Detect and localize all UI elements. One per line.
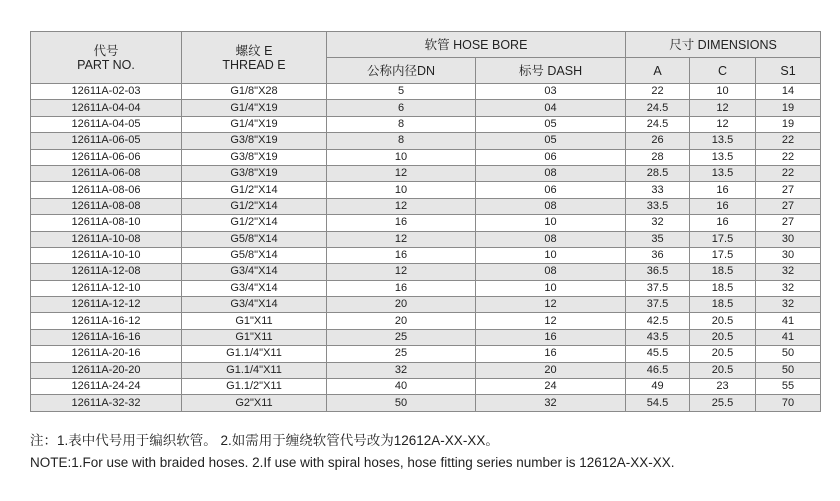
cell-s1: 30 xyxy=(756,247,821,263)
cell-s1: 22 xyxy=(756,149,821,165)
table-row xyxy=(31,182,821,198)
dimensions-table xyxy=(30,31,821,412)
cell-s1: 19 xyxy=(756,116,821,132)
cell-part-no: 12611A-06-05 xyxy=(31,133,182,149)
cell-thread: G1"X11 xyxy=(182,329,327,345)
cell-dash: 20 xyxy=(476,362,626,378)
cell-dn: 10 xyxy=(327,149,476,165)
cell-part-no: 12611A-20-20 xyxy=(31,362,182,378)
cell-a: 24.5 xyxy=(626,116,690,132)
cell-dn: 32 xyxy=(327,362,476,378)
table-row xyxy=(31,264,821,280)
cell-part-no: 12611A-12-10 xyxy=(31,280,182,296)
table-row xyxy=(31,346,821,362)
header-dimensions: 尺寸 DIMENSIONS xyxy=(626,32,821,58)
cell-part-no: 12611A-02-03 xyxy=(31,84,182,100)
cell-c: 20.5 xyxy=(690,313,756,329)
cell-a: 54.5 xyxy=(626,395,690,411)
cell-dn: 16 xyxy=(327,215,476,231)
cell-dn: 12 xyxy=(327,231,476,247)
cell-c: 18.5 xyxy=(690,297,756,313)
table-row xyxy=(31,215,821,231)
header-thread-cn: 螺纹 E xyxy=(235,43,273,58)
cell-thread: G3/8"X19 xyxy=(182,133,327,149)
cell-dn: 12 xyxy=(327,264,476,280)
cell-s1: 70 xyxy=(756,395,821,411)
cell-s1: 41 xyxy=(756,329,821,345)
cell-dash: 06 xyxy=(476,149,626,165)
cell-s1: 14 xyxy=(756,84,821,100)
cell-part-no: 12611A-12-12 xyxy=(31,297,182,313)
cell-dn: 12 xyxy=(327,198,476,214)
cell-a: 22 xyxy=(626,84,690,100)
cell-a: 26 xyxy=(626,133,690,149)
cell-a: 24.5 xyxy=(626,100,690,116)
table-row xyxy=(31,133,821,149)
cell-c: 16 xyxy=(690,182,756,198)
cell-thread: G1/2"X14 xyxy=(182,198,327,214)
cell-dn: 12 xyxy=(327,165,476,181)
cell-s1: 32 xyxy=(756,264,821,280)
cell-c: 13.5 xyxy=(690,149,756,165)
cell-s1: 22 xyxy=(756,133,821,149)
cell-dash: 08 xyxy=(476,165,626,181)
header-part-cn: 代号 xyxy=(93,43,119,58)
cell-part-no: 12611A-08-10 xyxy=(31,215,182,231)
cell-dn: 20 xyxy=(327,297,476,313)
header-s1: S1 xyxy=(756,58,821,84)
cell-thread: G5/8"X14 xyxy=(182,231,327,247)
cell-part-no: 12611A-06-06 xyxy=(31,149,182,165)
header-part-en: PART NO. xyxy=(77,57,135,72)
table-row xyxy=(31,329,821,345)
cell-dash: 10 xyxy=(476,280,626,296)
cell-part-no: 12611A-04-04 xyxy=(31,100,182,116)
cell-part-no: 12611A-08-08 xyxy=(31,198,182,214)
cell-c: 25.5 xyxy=(690,395,756,411)
cell-a: 42.5 xyxy=(626,313,690,329)
cell-dn: 20 xyxy=(327,313,476,329)
cell-c: 18.5 xyxy=(690,264,756,280)
cell-a: 35 xyxy=(626,231,690,247)
cell-thread: G1/4"X19 xyxy=(182,116,327,132)
cell-dn: 6 xyxy=(327,100,476,116)
cell-part-no: 12611A-16-16 xyxy=(31,329,182,345)
cell-c: 12 xyxy=(690,100,756,116)
cell-c: 12 xyxy=(690,116,756,132)
table-row xyxy=(31,231,821,247)
cell-a: 45.5 xyxy=(626,346,690,362)
cell-c: 17.5 xyxy=(690,231,756,247)
header-dash: 标号 DASH xyxy=(476,58,626,84)
table-body xyxy=(31,84,821,412)
cell-dash: 08 xyxy=(476,231,626,247)
table-row xyxy=(31,379,821,395)
cell-thread: G3/4"X14 xyxy=(182,264,327,280)
cell-dash: 12 xyxy=(476,297,626,313)
header-thread xyxy=(182,32,327,84)
cell-part-no: 12611A-04-05 xyxy=(31,116,182,132)
cell-thread: G3/4"X14 xyxy=(182,280,327,296)
cell-thread: G2"X11 xyxy=(182,395,327,411)
cell-a: 43.5 xyxy=(626,329,690,345)
note-chinese: 注：1.表中代号用于编织软管。 2.如需用于缠绕软管代号改为12612A-XX-XX。 xyxy=(30,433,499,448)
cell-part-no: 12611A-16-12 xyxy=(31,313,182,329)
cell-thread: G3/8"X19 xyxy=(182,149,327,165)
cell-part-no: 12611A-10-08 xyxy=(31,231,182,247)
cell-s1: 50 xyxy=(756,346,821,362)
table-row xyxy=(31,395,821,411)
table-row xyxy=(31,313,821,329)
cell-s1: 41 xyxy=(756,313,821,329)
cell-dn: 10 xyxy=(327,182,476,198)
cell-dash: 04 xyxy=(476,100,626,116)
cell-dash: 10 xyxy=(476,215,626,231)
table-row xyxy=(31,165,821,181)
cell-dn: 40 xyxy=(327,379,476,395)
cell-c: 13.5 xyxy=(690,133,756,149)
cell-part-no: 12611A-08-06 xyxy=(31,182,182,198)
cell-s1: 19 xyxy=(756,100,821,116)
cell-s1: 22 xyxy=(756,165,821,181)
table-row xyxy=(31,280,821,296)
header-part-no xyxy=(31,32,182,84)
cell-dash: 16 xyxy=(476,346,626,362)
cell-a: 36.5 xyxy=(626,264,690,280)
cell-s1: 30 xyxy=(756,231,821,247)
cell-dn: 16 xyxy=(327,247,476,263)
header-thread-en: THREAD E xyxy=(222,57,286,72)
cell-dash: 06 xyxy=(476,182,626,198)
cell-a: 37.5 xyxy=(626,280,690,296)
table-row xyxy=(31,247,821,263)
table-row xyxy=(31,84,821,100)
cell-thread: G1.1/2"X11 xyxy=(182,379,327,395)
cell-c: 17.5 xyxy=(690,247,756,263)
table-row xyxy=(31,198,821,214)
cell-dn: 8 xyxy=(327,116,476,132)
cell-s1: 50 xyxy=(756,362,821,378)
cell-a: 33.5 xyxy=(626,198,690,214)
header-c: C xyxy=(690,58,756,84)
cell-c: 20.5 xyxy=(690,329,756,345)
cell-s1: 32 xyxy=(756,297,821,313)
header-a: A xyxy=(626,58,690,84)
cell-thread: G1/8"X28 xyxy=(182,84,327,100)
cell-a: 32 xyxy=(626,215,690,231)
cell-a: 36 xyxy=(626,247,690,263)
cell-part-no: 12611A-32-32 xyxy=(31,395,182,411)
cell-a: 33 xyxy=(626,182,690,198)
cell-s1: 27 xyxy=(756,215,821,231)
cell-s1: 55 xyxy=(756,379,821,395)
cell-c: 20.5 xyxy=(690,362,756,378)
header-hose-bore: 软管 HOSE BORE xyxy=(327,32,626,58)
cell-s1: 27 xyxy=(756,182,821,198)
cell-dn: 25 xyxy=(327,329,476,345)
cell-s1: 32 xyxy=(756,280,821,296)
table-row xyxy=(31,362,821,378)
notes xyxy=(30,430,675,474)
note-english: NOTE:1.For use with braided hoses. 2.If use with spiral hoses, hose fitting series number is 12612A-XX-XX. xyxy=(30,455,675,470)
header-dn: 公称内径DN xyxy=(327,58,476,84)
cell-thread: G3/8"X19 xyxy=(182,165,327,181)
cell-dash: 05 xyxy=(476,116,626,132)
cell-thread: G1/2"X14 xyxy=(182,182,327,198)
cell-part-no: 12611A-10-10 xyxy=(31,247,182,263)
cell-thread: G1"X11 xyxy=(182,313,327,329)
cell-thread: G1.1/4"X11 xyxy=(182,362,327,378)
cell-a: 28.5 xyxy=(626,165,690,181)
cell-part-no: 12611A-20-16 xyxy=(31,346,182,362)
cell-dash: 24 xyxy=(476,379,626,395)
cell-dn: 5 xyxy=(327,84,476,100)
cell-s1: 27 xyxy=(756,198,821,214)
cell-thread: G5/8"X14 xyxy=(182,247,327,263)
table-row xyxy=(31,100,821,116)
cell-dn: 16 xyxy=(327,280,476,296)
cell-thread: G1.1/4"X11 xyxy=(182,346,327,362)
cell-dash: 16 xyxy=(476,329,626,345)
cell-a: 46.5 xyxy=(626,362,690,378)
table-row xyxy=(31,116,821,132)
cell-a: 37.5 xyxy=(626,297,690,313)
cell-dash: 08 xyxy=(476,198,626,214)
cell-thread: G1/2"X14 xyxy=(182,215,327,231)
cell-dn: 8 xyxy=(327,133,476,149)
cell-thread: G1/4"X19 xyxy=(182,100,327,116)
cell-dash: 05 xyxy=(476,133,626,149)
cell-c: 10 xyxy=(690,84,756,100)
cell-thread: G3/4"X14 xyxy=(182,297,327,313)
cell-part-no: 12611A-24-24 xyxy=(31,379,182,395)
table-row xyxy=(31,149,821,165)
table-row xyxy=(31,297,821,313)
cell-dn: 25 xyxy=(327,346,476,362)
cell-dn: 50 xyxy=(327,395,476,411)
cell-c: 18.5 xyxy=(690,280,756,296)
cell-c: 16 xyxy=(690,198,756,214)
cell-c: 13.5 xyxy=(690,165,756,181)
cell-dash: 08 xyxy=(476,264,626,280)
cell-part-no: 12611A-12-08 xyxy=(31,264,182,280)
cell-dash: 32 xyxy=(476,395,626,411)
cell-dash: 12 xyxy=(476,313,626,329)
cell-a: 28 xyxy=(626,149,690,165)
cell-a: 49 xyxy=(626,379,690,395)
cell-c: 23 xyxy=(690,379,756,395)
cell-dash: 10 xyxy=(476,247,626,263)
cell-c: 20.5 xyxy=(690,346,756,362)
cell-c: 16 xyxy=(690,215,756,231)
cell-part-no: 12611A-06-08 xyxy=(31,165,182,181)
cell-dash: 03 xyxy=(476,84,626,100)
